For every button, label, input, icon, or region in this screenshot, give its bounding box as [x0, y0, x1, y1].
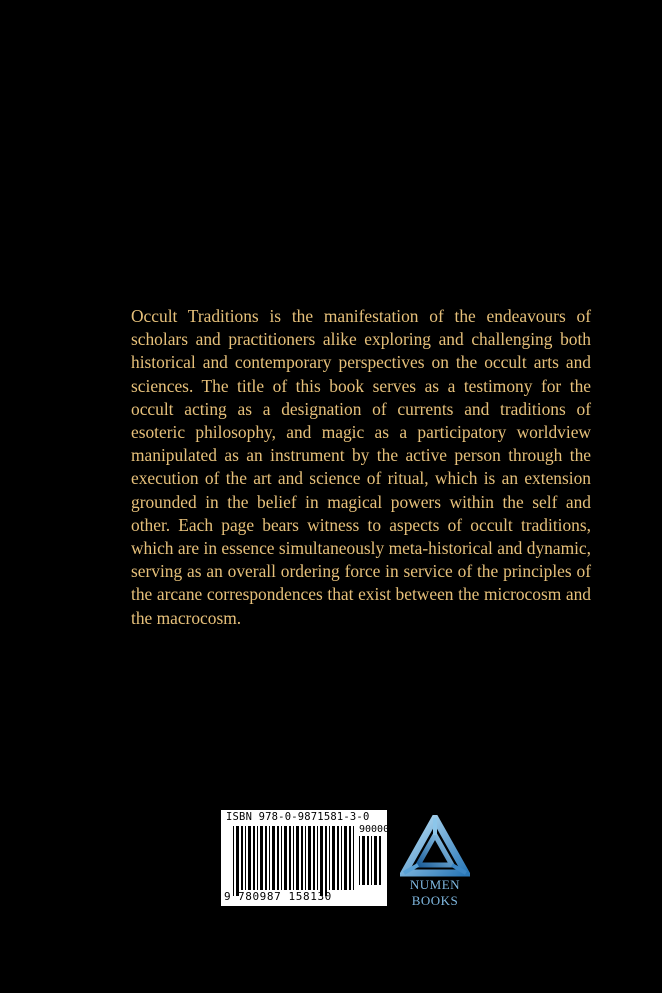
barcode-lead-digit: 9: [224, 890, 231, 903]
triangle-knot-icon: [400, 815, 470, 877]
isbn-number: ISBN 978-0-9871581-3-0: [226, 811, 370, 823]
numen-books-logo: [400, 815, 470, 910]
barcode-digits: 780987 158130: [238, 890, 332, 903]
barcode-addon-bars: [359, 836, 383, 891]
isbn-barcode: [221, 810, 390, 906]
logo-text-numen: NUMEN: [409, 877, 461, 892]
back-cover-blurb: Occult Traditions is the manifestation of the endeavours of scholars and practitioners alike exploring and challenging both historical and contemporary perspectives on the occult arts and sciences. The title of this book serves as a testimony for the occult acting as a designation of currents and traditions of esoteric philosophy, and magic as a participatory worldview manipulated as an instrument by the active person through the execution of the art and science of ritual, which is an extension grounded in the belief in magical powers within the self and other. Each page bears witness to aspects of occult traditions, which are in essence simultaneously meta-historical and dynamic, serving as an overall ordering force in service of the principles of the arcane correspondences that exist between the microcosm and the macrocosm.: [131, 306, 591, 628]
barcode-addon-number: 90000: [359, 824, 390, 835]
barcode-bars: [233, 826, 355, 896]
logo-text-books: BOOKS: [411, 893, 459, 908]
